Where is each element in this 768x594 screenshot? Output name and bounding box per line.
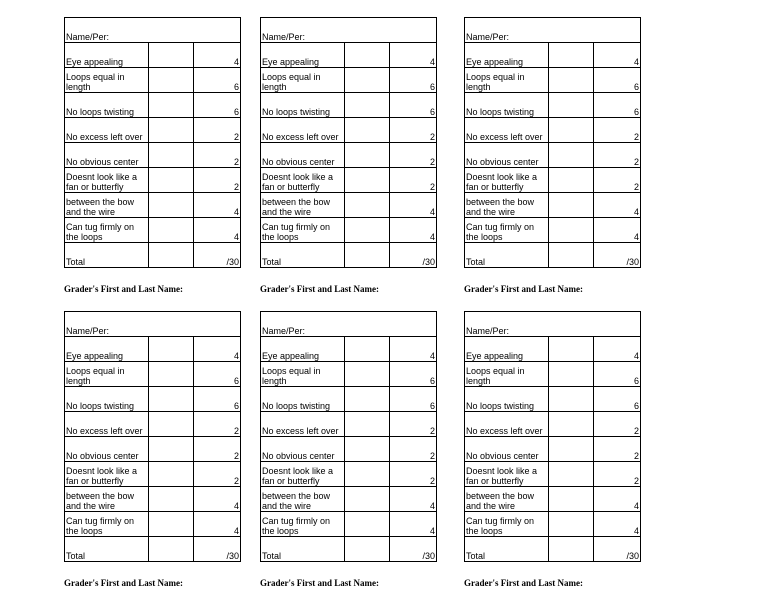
criterion-label: Eye appealing <box>66 351 124 361</box>
criterion-label: between the bow and the wire <box>66 197 135 217</box>
criterion-label-cell <box>465 218 549 243</box>
criterion-points: 6 <box>594 68 641 93</box>
criterion-row <box>65 412 241 437</box>
total-points: /30 <box>390 243 437 268</box>
criterion-row <box>65 143 241 168</box>
score-cell <box>345 143 390 168</box>
criterion-row <box>261 512 437 537</box>
criterion-label-cell <box>465 487 549 512</box>
score-cell <box>149 143 194 168</box>
score-cell <box>549 118 594 143</box>
criterion-label-cell <box>261 412 345 437</box>
score-cell <box>345 412 390 437</box>
criterion-row <box>261 143 437 168</box>
criterion-row <box>261 412 437 437</box>
criterion-label: Loops equal in length <box>466 72 525 92</box>
score-cell <box>149 437 194 462</box>
criterion-label-cell <box>65 337 149 362</box>
total-label: Total <box>65 243 149 268</box>
score-cell <box>149 68 194 93</box>
total-row <box>65 537 241 562</box>
score-cell <box>549 462 594 487</box>
name-row <box>65 312 241 337</box>
criterion-label: No obvious center <box>466 451 539 461</box>
score-cell <box>549 337 594 362</box>
criterion-label-cell <box>65 462 149 487</box>
criterion-row <box>65 437 241 462</box>
score-cell <box>549 168 594 193</box>
criterion-row <box>465 218 641 243</box>
criterion-row <box>261 93 437 118</box>
criterion-row <box>465 43 641 68</box>
criterion-label-cell <box>261 337 345 362</box>
criterion-label-cell <box>261 93 345 118</box>
score-cell <box>345 93 390 118</box>
criterion-points: 6 <box>194 387 241 412</box>
criterion-points: 2 <box>390 168 437 193</box>
criterion-label: between the bow and the wire <box>262 197 331 217</box>
score-cell <box>149 337 194 362</box>
score-cell <box>345 337 390 362</box>
criterion-label-cell <box>465 43 549 68</box>
rubric-card <box>464 311 640 588</box>
criterion-points: 2 <box>594 437 641 462</box>
score-cell <box>345 437 390 462</box>
criterion-label: Doesnt look like a fan or butterfly <box>466 172 538 192</box>
name-row <box>261 312 437 337</box>
criterion-row <box>465 512 641 537</box>
criterion-label-cell <box>465 118 549 143</box>
criterion-label-cell <box>65 437 149 462</box>
criterion-label-cell <box>261 387 345 412</box>
rubric-table <box>64 17 241 268</box>
name-row <box>261 18 437 43</box>
criterion-label-cell <box>65 362 149 387</box>
criterion-label: No loops twisting <box>466 401 535 411</box>
criterion-row <box>65 362 241 387</box>
rubric-card <box>464 17 640 294</box>
rubric-card <box>64 17 240 294</box>
criterion-points: 4 <box>194 487 241 512</box>
criterion-points: 2 <box>390 412 437 437</box>
criterion-points: 4 <box>390 512 437 537</box>
score-cell <box>149 168 194 193</box>
criterion-points: 4 <box>390 193 437 218</box>
name-row <box>465 312 641 337</box>
criterion-label-cell <box>465 193 549 218</box>
criterion-label: Can tug firmly on the loops <box>262 222 331 242</box>
criterion-label-cell <box>465 412 549 437</box>
criterion-label: No obvious center <box>262 451 335 461</box>
score-cell <box>549 218 594 243</box>
criterion-row <box>261 168 437 193</box>
criterion-label-cell <box>65 143 149 168</box>
criterion-label: No loops twisting <box>66 401 135 411</box>
total-row <box>465 537 641 562</box>
criterion-points: 2 <box>594 143 641 168</box>
criterion-points: 2 <box>390 437 437 462</box>
criterion-row <box>465 143 641 168</box>
criterion-label: Doesnt look like a fan or butterfly <box>66 172 138 192</box>
criterion-row <box>261 193 437 218</box>
criterion-points: 2 <box>194 118 241 143</box>
total-score-cell <box>149 537 194 562</box>
grader-name-label: Grader's First and Last Name: <box>64 284 183 294</box>
criterion-row <box>261 68 437 93</box>
total-points: /30 <box>594 537 641 562</box>
criterion-row <box>65 43 241 68</box>
criterion-row <box>465 487 641 512</box>
criterion-row <box>65 68 241 93</box>
score-cell <box>549 437 594 462</box>
rubric-table <box>64 311 241 562</box>
criterion-label: between the bow and the wire <box>66 491 135 511</box>
total-row <box>261 537 437 562</box>
criterion-label: No excess left over <box>66 132 143 142</box>
criterion-row <box>261 437 437 462</box>
score-cell <box>149 193 194 218</box>
criterion-label: Doesnt look like a fan or butterfly <box>262 172 334 192</box>
criterion-points: 2 <box>594 462 641 487</box>
rubric-table <box>464 17 641 268</box>
score-cell <box>149 118 194 143</box>
score-cell <box>549 68 594 93</box>
criterion-label-cell <box>65 68 149 93</box>
criterion-row <box>65 337 241 362</box>
total-row <box>65 243 241 268</box>
criterion-label: Eye appealing <box>66 57 124 67</box>
criterion-label-cell <box>261 168 345 193</box>
criterion-row <box>465 362 641 387</box>
criterion-row <box>261 118 437 143</box>
score-cell <box>549 143 594 168</box>
total-label: Total <box>261 243 345 268</box>
criterion-points: 4 <box>390 43 437 68</box>
criterion-label-cell <box>465 143 549 168</box>
criterion-row <box>465 68 641 93</box>
criterion-points: 4 <box>594 218 641 243</box>
criterion-row <box>65 512 241 537</box>
criterion-row <box>465 462 641 487</box>
score-cell <box>345 387 390 412</box>
name-per-label: Name/Per: <box>65 18 241 43</box>
criterion-label-cell <box>65 193 149 218</box>
score-cell <box>549 412 594 437</box>
grader-name-label: Grader's First and Last Name: <box>260 284 379 294</box>
criterion-points: 4 <box>390 487 437 512</box>
criterion-row <box>65 487 241 512</box>
score-cell <box>149 412 194 437</box>
criterion-label-cell <box>465 362 549 387</box>
score-cell <box>149 43 194 68</box>
criterion-row <box>65 93 241 118</box>
criterion-label-cell <box>465 68 549 93</box>
criterion-label: Loops equal in length <box>262 366 321 386</box>
name-row <box>65 18 241 43</box>
criterion-row <box>465 168 641 193</box>
criterion-row <box>65 118 241 143</box>
criterion-points: 4 <box>390 218 437 243</box>
criterion-label: No excess left over <box>466 426 543 436</box>
criterion-row <box>465 387 641 412</box>
total-label: Total <box>465 537 549 562</box>
criterion-points: 2 <box>594 168 641 193</box>
criterion-points: 6 <box>194 93 241 118</box>
name-per-label: Name/Per: <box>65 312 241 337</box>
criterion-label-cell <box>261 143 345 168</box>
criterion-label: Can tug firmly on the loops <box>466 516 535 536</box>
score-cell <box>149 512 194 537</box>
score-cell <box>345 68 390 93</box>
name-per-label: Name/Per: <box>465 312 641 337</box>
score-cell <box>345 362 390 387</box>
criterion-row <box>261 362 437 387</box>
criterion-label: No excess left over <box>66 426 143 436</box>
criterion-label-cell <box>261 218 345 243</box>
criterion-row <box>65 462 241 487</box>
criterion-label-cell <box>261 512 345 537</box>
criterion-label-cell <box>65 387 149 412</box>
score-cell <box>149 387 194 412</box>
score-cell <box>345 43 390 68</box>
criterion-label-cell <box>65 218 149 243</box>
criterion-row <box>465 193 641 218</box>
total-score-cell <box>549 537 594 562</box>
criterion-points: 4 <box>594 512 641 537</box>
criterion-row <box>465 412 641 437</box>
name-per-label: Name/Per: <box>261 18 437 43</box>
criterion-label-cell <box>465 437 549 462</box>
criterion-label-cell <box>465 462 549 487</box>
criterion-points: 6 <box>390 68 437 93</box>
criterion-row <box>65 193 241 218</box>
criterion-label: No excess left over <box>262 426 339 436</box>
criterion-label: Loops equal in length <box>66 366 125 386</box>
grader-name-label: Grader's First and Last Name: <box>464 284 583 294</box>
criterion-row <box>465 118 641 143</box>
criterion-label: No obvious center <box>466 157 539 167</box>
score-cell <box>345 193 390 218</box>
rubric-table <box>260 17 437 268</box>
score-cell <box>549 93 594 118</box>
criterion-row <box>65 218 241 243</box>
criterion-row <box>65 168 241 193</box>
total-label: Total <box>65 537 149 562</box>
criterion-points: 6 <box>594 387 641 412</box>
score-cell <box>549 387 594 412</box>
criterion-label: Eye appealing <box>262 351 320 361</box>
criterion-label: Can tug firmly on the loops <box>66 516 135 536</box>
criterion-points: 2 <box>194 143 241 168</box>
total-label: Total <box>465 243 549 268</box>
criterion-label: Loops equal in length <box>262 72 321 92</box>
criterion-label-cell <box>65 118 149 143</box>
criterion-points: 4 <box>594 193 641 218</box>
criterion-label: Doesnt look like a fan or butterfly <box>466 466 538 486</box>
total-row <box>261 243 437 268</box>
total-row <box>465 243 641 268</box>
criterion-label: Eye appealing <box>262 57 320 67</box>
criterion-points: 6 <box>390 93 437 118</box>
criterion-points: 2 <box>390 143 437 168</box>
score-cell <box>345 512 390 537</box>
score-cell <box>345 462 390 487</box>
total-points: /30 <box>390 537 437 562</box>
total-points: /30 <box>194 243 241 268</box>
criterion-label-cell <box>261 118 345 143</box>
criterion-row <box>261 337 437 362</box>
criterion-label: Eye appealing <box>466 57 524 67</box>
criterion-label-cell <box>261 193 345 218</box>
criterion-label-cell <box>65 512 149 537</box>
criterion-label-cell <box>65 412 149 437</box>
criterion-label: No obvious center <box>66 157 139 167</box>
total-points: /30 <box>194 537 241 562</box>
criterion-points: 4 <box>194 43 241 68</box>
criterion-row <box>261 43 437 68</box>
score-cell <box>549 362 594 387</box>
rubric-table <box>260 311 437 562</box>
criterion-points: 4 <box>194 512 241 537</box>
name-per-label: Name/Per: <box>465 18 641 43</box>
criterion-points: 2 <box>594 412 641 437</box>
criterion-row <box>465 337 641 362</box>
criterion-points: 4 <box>194 193 241 218</box>
criterion-points: 2 <box>194 168 241 193</box>
score-cell <box>149 487 194 512</box>
criterion-points: 2 <box>594 118 641 143</box>
criterion-label-cell <box>465 512 549 537</box>
criterion-points: 6 <box>594 93 641 118</box>
criterion-points: 4 <box>390 337 437 362</box>
criterion-points: 4 <box>194 218 241 243</box>
criterion-label-cell <box>65 43 149 68</box>
criterion-label-cell <box>65 168 149 193</box>
criterion-points: 4 <box>194 337 241 362</box>
criterion-label-cell <box>261 362 345 387</box>
criterion-label-cell <box>465 168 549 193</box>
total-score-cell <box>345 537 390 562</box>
criterion-label: between the bow and the wire <box>262 491 331 511</box>
criterion-row <box>261 387 437 412</box>
total-points: /30 <box>594 243 641 268</box>
score-cell <box>549 43 594 68</box>
criterion-label-cell <box>465 387 549 412</box>
criterion-points: 2 <box>194 462 241 487</box>
score-cell <box>345 118 390 143</box>
rubric-card <box>260 311 436 588</box>
score-cell <box>549 512 594 537</box>
score-cell <box>345 487 390 512</box>
score-cell <box>149 93 194 118</box>
criterion-label-cell <box>261 437 345 462</box>
rubric-card <box>260 17 436 294</box>
criterion-label: No loops twisting <box>262 401 331 411</box>
criterion-points: 4 <box>594 337 641 362</box>
criterion-points: 2 <box>194 437 241 462</box>
criterion-row <box>261 218 437 243</box>
criterion-points: 4 <box>594 43 641 68</box>
rubric-card <box>64 311 240 588</box>
criterion-label: No obvious center <box>262 157 335 167</box>
criterion-label-cell <box>65 93 149 118</box>
criterion-row <box>465 93 641 118</box>
criterion-row <box>465 437 641 462</box>
criterion-points: 2 <box>194 412 241 437</box>
total-score-cell <box>149 243 194 268</box>
criterion-label: Can tug firmly on the loops <box>66 222 135 242</box>
criterion-label-cell <box>261 68 345 93</box>
score-cell <box>345 168 390 193</box>
criterion-label: Loops equal in length <box>466 366 525 386</box>
criterion-points: 6 <box>194 68 241 93</box>
criterion-label-cell <box>261 462 345 487</box>
score-cell <box>149 362 194 387</box>
criterion-label: Doesnt look like a fan or butterfly <box>66 466 138 486</box>
criterion-label-cell <box>261 487 345 512</box>
name-per-label: Name/Per: <box>261 312 437 337</box>
criterion-label-cell <box>465 93 549 118</box>
criterion-points: 6 <box>194 362 241 387</box>
criterion-row <box>261 462 437 487</box>
criterion-points: 6 <box>390 362 437 387</box>
score-cell <box>345 218 390 243</box>
criterion-label: Eye appealing <box>466 351 524 361</box>
criterion-label: Can tug firmly on the loops <box>466 222 535 242</box>
criterion-label: Loops equal in length <box>66 72 125 92</box>
criterion-points: 6 <box>390 387 437 412</box>
criterion-label-cell <box>465 337 549 362</box>
criterion-label: No obvious center <box>66 451 139 461</box>
criterion-points: 6 <box>594 362 641 387</box>
score-cell <box>149 462 194 487</box>
criterion-label: Doesnt look like a fan or butterfly <box>262 466 334 486</box>
criterion-label: No excess left over <box>466 132 543 142</box>
name-row <box>465 18 641 43</box>
criterion-points: 2 <box>390 462 437 487</box>
score-cell <box>549 487 594 512</box>
grader-name-label: Grader's First and Last Name: <box>64 578 183 588</box>
criterion-points: 4 <box>594 487 641 512</box>
criterion-row <box>261 487 437 512</box>
criterion-label-cell <box>65 487 149 512</box>
criterion-label: No loops twisting <box>466 107 535 117</box>
grader-name-label: Grader's First and Last Name: <box>464 578 583 588</box>
total-score-cell <box>345 243 390 268</box>
criterion-label: between the bow and the wire <box>466 197 535 217</box>
total-score-cell <box>549 243 594 268</box>
score-cell <box>149 218 194 243</box>
total-label: Total <box>261 537 345 562</box>
criterion-label: No loops twisting <box>262 107 331 117</box>
criterion-label: No loops twisting <box>66 107 135 117</box>
criterion-label: between the bow and the wire <box>466 491 535 511</box>
criterion-row <box>65 387 241 412</box>
score-cell <box>549 193 594 218</box>
criterion-points: 2 <box>390 118 437 143</box>
criterion-label: No excess left over <box>262 132 339 142</box>
rubric-table <box>464 311 641 562</box>
grader-name-label: Grader's First and Last Name: <box>260 578 379 588</box>
criterion-label-cell <box>261 43 345 68</box>
criterion-label: Can tug firmly on the loops <box>262 516 331 536</box>
